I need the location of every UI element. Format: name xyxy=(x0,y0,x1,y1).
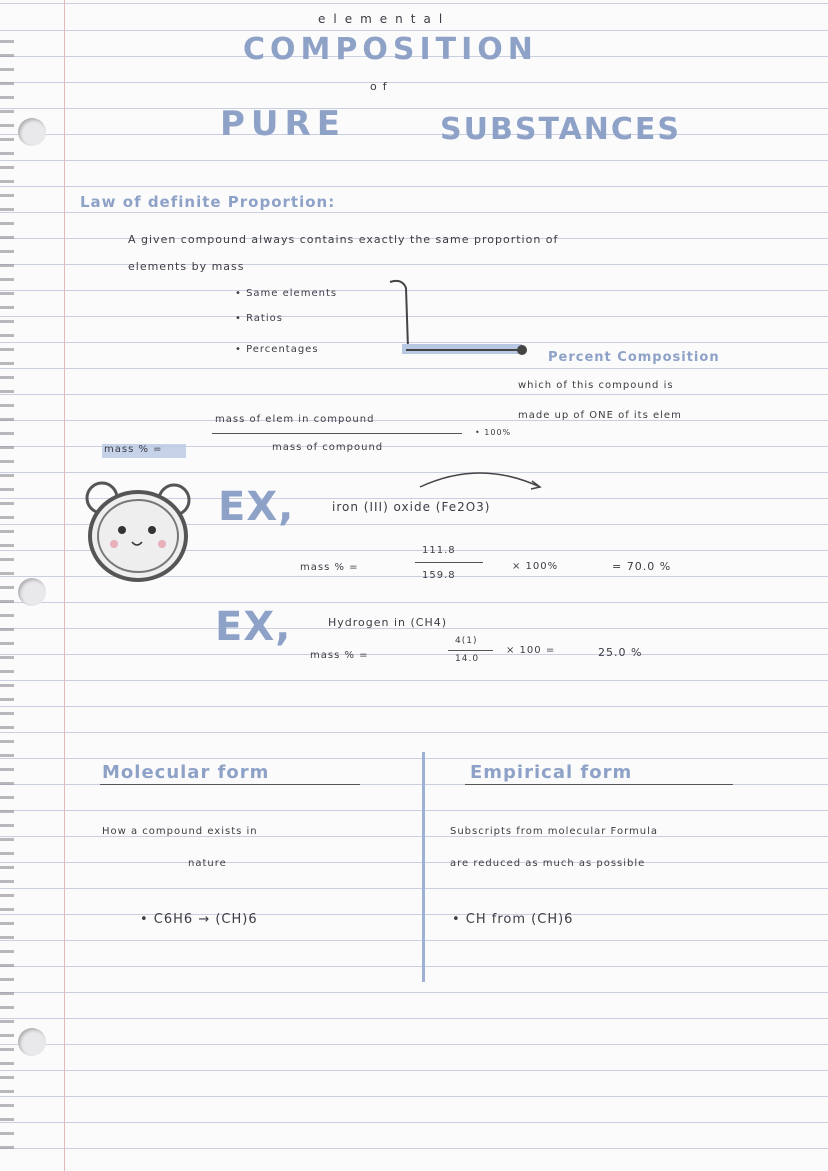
formula-denominator: mass of compound xyxy=(272,442,384,453)
ex1-denominator: 159.8 xyxy=(422,570,456,581)
punch-hole xyxy=(18,578,46,606)
ex2-tag: EX, xyxy=(215,604,292,650)
bullet-percentages: • Percentages xyxy=(235,344,319,355)
law-heading: Law of definite Proportion: xyxy=(80,193,336,211)
formula-numerator: mass of elem in compound xyxy=(215,414,375,425)
ex1-numerator: 111.8 xyxy=(422,545,456,556)
fraction-bar xyxy=(212,433,462,434)
bear-doodle xyxy=(82,478,192,588)
ex2-result: 25.0 % xyxy=(598,646,643,659)
empirical-heading: Empirical form xyxy=(470,762,633,783)
ex2-times: × 100 = xyxy=(506,645,556,656)
title-pure: PURE xyxy=(220,104,346,144)
bullet-ratios: • Ratios xyxy=(235,313,283,324)
margin-line xyxy=(64,0,65,1171)
percent-composition-desc-2: made up of ONE of its elem xyxy=(518,410,682,421)
molecular-desc-2: nature xyxy=(188,858,227,869)
ex1-times: × 100% xyxy=(512,561,559,572)
punch-hole xyxy=(18,118,46,146)
ex2-title: Hydrogen in (CH4) xyxy=(328,616,448,629)
column-divider xyxy=(422,752,425,982)
fraction-bar xyxy=(415,562,483,563)
molecular-heading: Molecular form xyxy=(102,762,270,783)
punch-hole xyxy=(18,1028,46,1056)
ex2-denominator: 14.0 xyxy=(455,654,480,664)
ex2-label: mass % = xyxy=(310,650,369,661)
title-of: of xyxy=(370,80,393,93)
empirical-example: • CH from (CH)6 xyxy=(452,912,574,927)
empirical-desc-1: Subscripts from molecular Formula xyxy=(450,826,658,837)
title-substances: SUBSTANCES xyxy=(440,112,682,147)
law-text-1: A given compound always contains exactly the same proportion of xyxy=(128,233,559,246)
molecular-example: • C6H6 → (CH)6 xyxy=(140,912,258,927)
law-text-2: elements by mass xyxy=(128,260,245,273)
heading-underline xyxy=(100,784,360,785)
bracket-arrow xyxy=(380,270,540,370)
ex2-numerator: 4(1) xyxy=(455,636,478,646)
empirical-desc-2: are reduced as much as possible xyxy=(450,858,646,869)
ex1-label: mass % = xyxy=(300,562,359,573)
spiral-binding xyxy=(0,40,14,1160)
heading-underline xyxy=(465,784,733,785)
formula-times: • 100% xyxy=(475,428,512,437)
title-elemental: elemental xyxy=(318,12,451,26)
percent-composition-desc-1: which of this compound is xyxy=(518,380,674,391)
ex1-result: = 70.0 % xyxy=(612,560,672,573)
ex1-title: iron (III) oxide (Fe2O3) xyxy=(332,500,491,514)
fraction-bar xyxy=(448,650,493,651)
title-composition: COMPOSITION xyxy=(243,32,538,67)
percent-composition-label: Percent Composition xyxy=(548,350,720,365)
formula-label: mass % = xyxy=(104,444,163,455)
ex1-tag: EX, xyxy=(218,484,295,530)
curved-arrow xyxy=(400,465,560,495)
molecular-desc-1: How a compound exists in xyxy=(102,826,258,837)
bullet-same-elements: • Same elements xyxy=(235,288,338,299)
